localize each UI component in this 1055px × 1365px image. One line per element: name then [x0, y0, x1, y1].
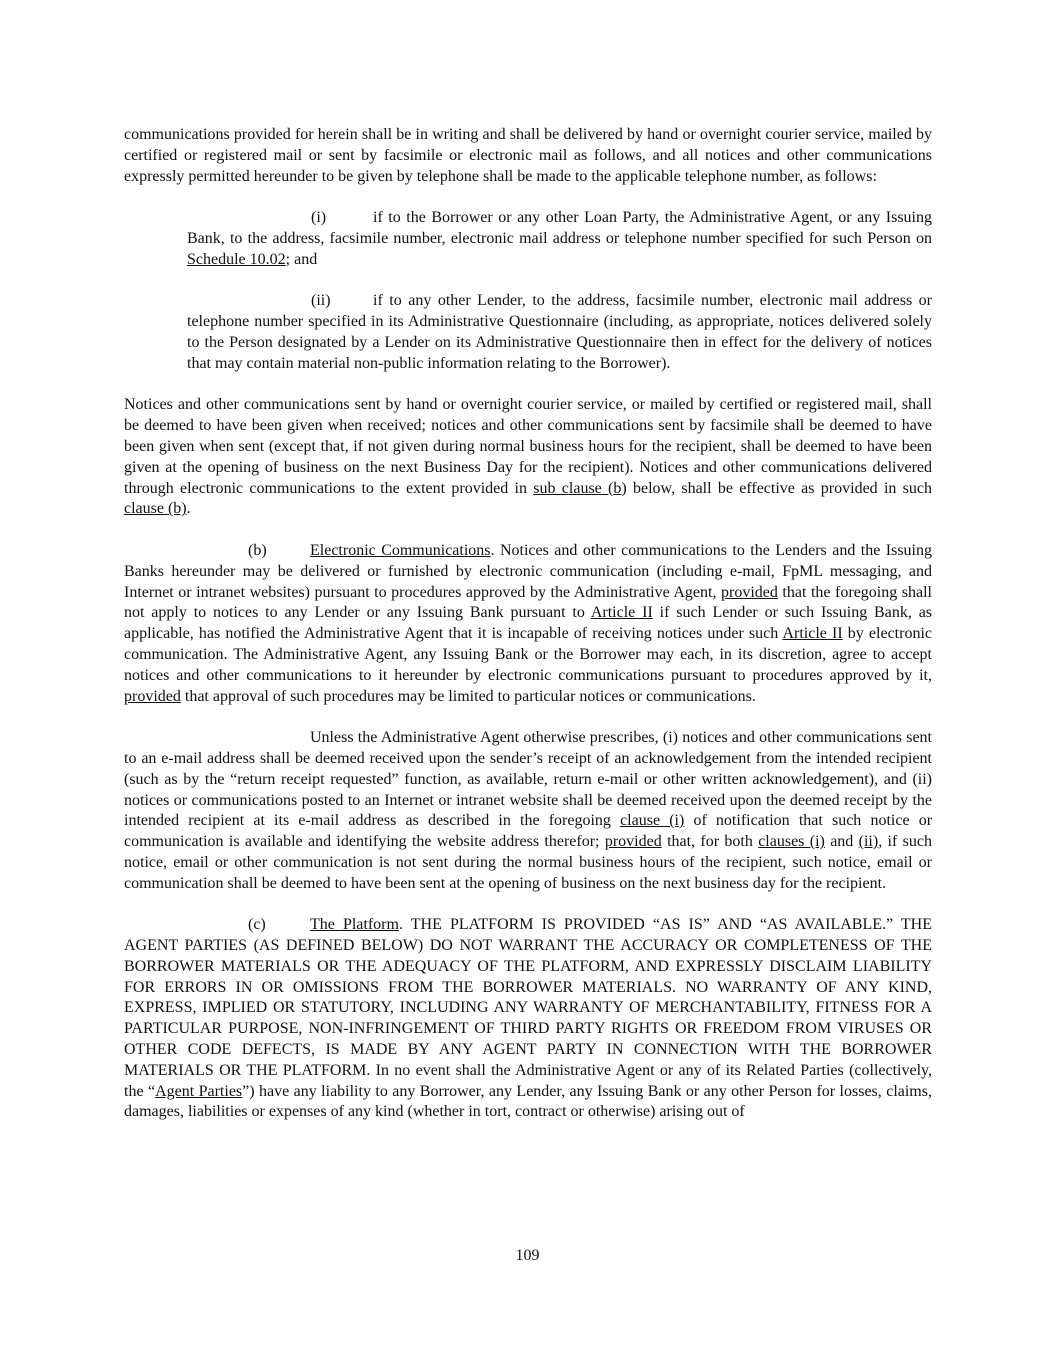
section-b-text-4: by electronic communication. The Administrative Agent, any Issuing Bank or the Borrower may each, in its discretion, agree to accept notices and other communications to it hereunder by electronic communications pursuant to procedures approved by it, — [124, 625, 932, 684]
item-i-marker: (i) — [311, 209, 327, 227]
article-ii-ref[interactable]: Article II — [590, 604, 653, 622]
item-ii-text: if to any other Lender, to the address, facsimile number, electronic mail address or telephone number specified in its Administrative Questionnaire (including, as appropriate, notices delivered solely to the Person designated by a Lender on its Administrative Questionnaire then in effect for the delivery of notices that may contain material non-public information relating to the Borrower). — [187, 292, 932, 372]
article-ii-ref[interactable]: Article II — [782, 625, 843, 643]
clause-ii-ref[interactable]: (ii) — [858, 833, 879, 851]
provided-term: provided — [604, 833, 662, 851]
section-b-text-2: that the foregoing shall not apply to notices to any Lender or any Issuing Bank pursuant to — [124, 583, 932, 622]
section-c-text-1: . THE PLATFORM IS PROVIDED “AS IS” AND “AS AVAILABLE.” THE AGENT PARTIES (AS DEFINED BELOW) DO NOT WARRANT THE ACCURACY OR COMPLETENESS OF THE BORROWER MATERIALS OR THE ADEQUACY OF THE PLATFORM, AND EXPRESSLY DISCLAIM LIABILITY FOR ERRORS IN OR OMISSIONS FROM THE BORROWER MATERIALS. NO WARRANTY OF ANY KIND, EXPRESS, IMPLIED OR STATUTORY, INCLUDING ANY WARRANTY OF MERCHANTABILITY, FITNESS FOR A PARTICULAR PURPOSE, NON-INFRINGEMENT OF THIRD PARTY RIGHTS OR FREEDOM FROM VIRUSES OR OTHER CODE DEFECTS, IS MADE BY ANY AGENT PARTY IN CONNECTION WITH THE BORROWER MATERIALS OR THE PLATFORM. In no event shall the Administrative Agent or any of its Related Parties (collectively, the “ — [124, 916, 933, 1100]
unless-text-1: Unless the Administrative Agent otherwise prescribes, (i) notices and other communications sent to an e-mail address shall be deemed received upon the sender’s receipt of an acknowledgement from the intended recipient (such as by the “return receipt requested” function, as available, return e-mail or other written acknowledgement), and (ii) notices or communications posted to an Internet or intranet website shall be deemed received upon the deemed receipt by the intended recipient at its e-mail address as described in the foregoing — [124, 729, 932, 830]
notices-text: Notices and other communications sent by hand or overnight courier service, or mailed by certified or registered mail, shall be deemed to have been given when received; notices and other communications sent by facsimile shall be deemed to have been given when sent (except that, if not given during normal business hours for the recipient, shall be deemed to have been given at the opening of business on the next Business Day for the recipient). Notices and other communications delivered through electronic communications to the extent provided in — [124, 396, 932, 497]
item-i-text-end: ; and — [285, 250, 318, 268]
schedule-link[interactable]: Schedule 10.02 — [187, 250, 286, 268]
item-i-text: if to the Borrower or any other Loan Party, the Administrative Agent, or any Issuing Bank, to the address, facsimile number, electronic mail address or telephone number specified for such Person on — [187, 209, 932, 247]
clause-b-ref[interactable]: clause (b) — [124, 500, 187, 518]
item-ii-marker: (ii) — [311, 292, 331, 310]
unless-paragraph — [124, 728, 932, 894]
section-b-heading: Electronic Communications — [310, 541, 491, 559]
unless-text-2: of notification that such notice or communication is available and identifying the website address therefor; — [124, 812, 933, 851]
unless-text-5: , if such notice, email or other communication is not sent during the normal business hours of the recipient, such notice, email or communication shall be deemed to have been sent at the opening of business on the next business day for the recipient. — [124, 833, 932, 892]
item-ii-paragraph — [187, 291, 932, 374]
provided-term: provided — [124, 687, 181, 705]
section-c-paragraph — [124, 915, 932, 1123]
page-number: 109 — [515, 1247, 540, 1264]
unless-text-4: and — [824, 833, 859, 851]
section-c-text-2: ”) have any liability to any Borrower, any Lender, any Issuing Bank or any other Person for losses, claims, damages, liabilities or expenses of any kind (whether in tort, contract or otherwise) arising out of — [124, 1082, 932, 1121]
section-b-text-3: if such Lender or such Issuing Bank, as applicable, has notified the Administrative Agent that it is incapable of receiving notices under such — [124, 604, 933, 643]
clause-i-ref[interactable]: clause (i) — [620, 812, 685, 830]
item-i-paragraph — [187, 208, 932, 270]
section-c-marker: (c) — [248, 916, 266, 934]
unless-text-3: that, for both — [661, 833, 759, 851]
section-b-paragraph — [124, 541, 932, 707]
document-page — [124, 125, 932, 1144]
notices-text-end: . — [186, 500, 191, 518]
sub-clause-b-ref[interactable]: sub clause (b) — [533, 479, 627, 497]
intro-paragraph: communications provided for herein shall be in writing and shall be delivered by hand or overnight courier service, mailed by certified or registered mail or sent by facsimile or electronic mail as follows, and all notices and other communications expressly permitted hereunder to be given by telephone shall be made to the applicable telephone number, as follows: — [124, 126, 932, 185]
clauses-i-ref[interactable]: clauses (i) — [758, 833, 825, 851]
section-c-heading: The Platform — [310, 916, 399, 934]
section-b-text-5: that approval of such procedures may be limited to particular notices or communications. — [180, 687, 756, 705]
notices-paragraph — [124, 395, 932, 520]
section-b-text-1: . Notices and other communications to the Lenders and the Issuing Banks hereunder may be delivered or furnished by electronic communication (including e-mail, FpML messaging, and Internet or intranet websites) pursuant to procedures approved by the Administrative Agent, — [124, 541, 932, 601]
agent-parties-term: Agent Parties — [155, 1082, 243, 1100]
section-b-marker: (b) — [248, 541, 267, 559]
provided-term: provided — [721, 583, 778, 601]
notices-text-mid: below, shall be effective as provided in such — [626, 479, 933, 497]
